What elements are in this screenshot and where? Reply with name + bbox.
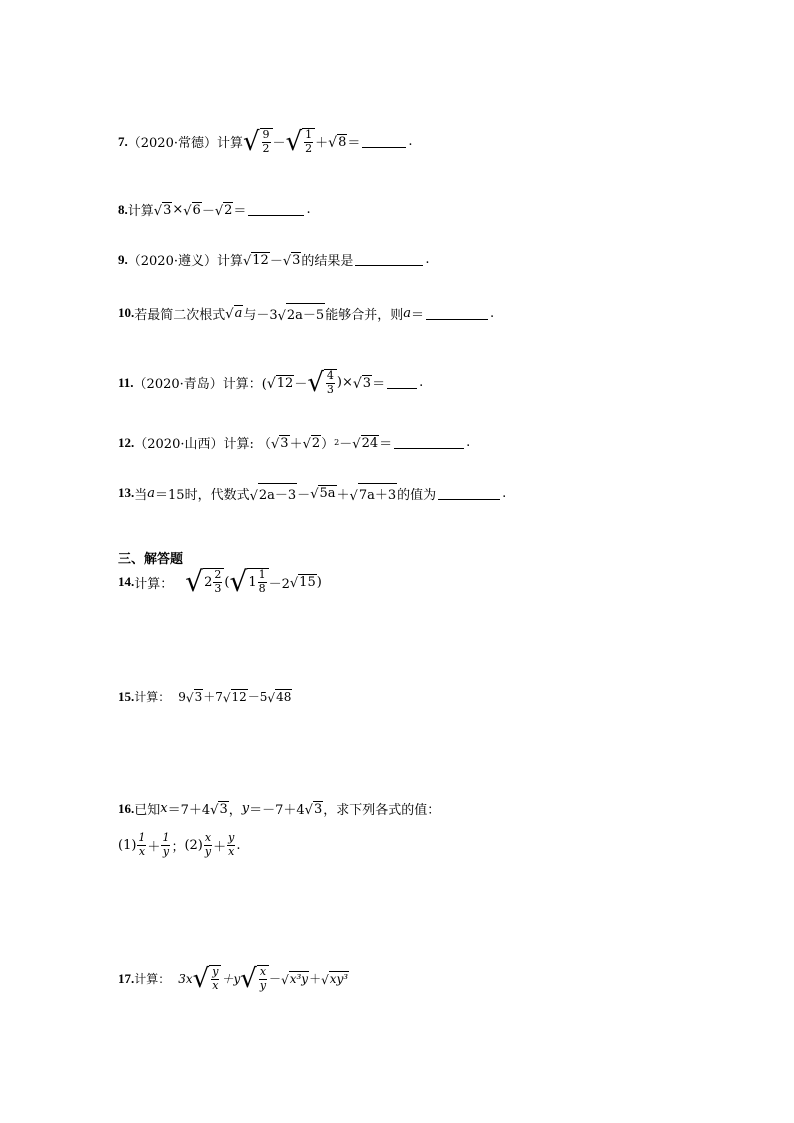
value: ＝7＋4 [167, 803, 211, 818]
numerator: 2 [214, 568, 222, 582]
radicand: 3 [194, 690, 203, 704]
radicand: a [234, 306, 243, 321]
part-label: (2) [184, 837, 203, 853]
sqrt-expression [307, 368, 337, 399]
term: 3x [178, 971, 193, 986]
operator: － [269, 254, 283, 269]
radicand: 5a [319, 486, 336, 501]
radical-sign: √ [225, 307, 234, 322]
denominator: 8 [258, 582, 266, 595]
denominator: y [259, 978, 267, 992]
period: . [425, 252, 430, 267]
radicand: 3 [219, 801, 228, 817]
whole-part: 2 [204, 575, 213, 590]
fraction [213, 569, 222, 595]
sqrt-expression [281, 971, 309, 986]
variable: a [147, 485, 156, 501]
question-17 [118, 964, 349, 995]
denominator: 2 [305, 141, 313, 155]
fraction [211, 966, 219, 992]
radicand: 3 [163, 202, 172, 218]
sqrt-expression [278, 303, 326, 323]
sqrt-expression [350, 483, 398, 503]
sqrt-expression [328, 134, 347, 150]
denominator: x [212, 978, 219, 992]
question-number: 7. [118, 133, 128, 149]
radicand: 3 [280, 435, 289, 451]
fraction [137, 832, 146, 858]
value: ＝－7＋4 [249, 803, 305, 818]
question-prompt: 计算 [127, 204, 154, 219]
radical-sign: √ [242, 127, 260, 158]
question-15 [118, 688, 292, 705]
question-prompt: （2020·青岛）计算：( [133, 377, 267, 393]
radical-sign: √ [310, 487, 319, 502]
sqrt-expression [285, 127, 316, 158]
answer-blank[interactable] [355, 253, 423, 266]
radical-sign: √ [282, 253, 292, 269]
radicand: 7a＋3 [358, 483, 397, 503]
operator: × [172, 202, 184, 217]
question-prompt: 当 [134, 487, 148, 503]
radicand: 2a－3 [258, 483, 297, 503]
numerator: x [259, 965, 267, 978]
radical-sign: √ [289, 576, 299, 591]
sqrt-expression [321, 971, 349, 986]
question-number: 17. [118, 970, 135, 986]
variable: a [403, 305, 411, 321]
radical-sign: √ [185, 691, 194, 705]
question-prompt: 若最简二次根式 [134, 307, 226, 323]
operator: － [339, 437, 353, 452]
numerator: 1 [162, 831, 170, 844]
coefficient: 9 [178, 689, 186, 704]
operator: － [269, 972, 282, 987]
radical-sign: √ [321, 973, 329, 988]
operator: ＋ [289, 437, 303, 452]
question-number: 12. [118, 434, 135, 450]
question-11 [118, 368, 424, 399]
period: . [466, 435, 471, 450]
sqrt-expression [185, 565, 224, 598]
radical-sign: √ [192, 964, 210, 995]
question-12 [118, 433, 470, 452]
denominator: 2 [262, 141, 270, 155]
radical-sign: √ [281, 973, 289, 988]
sqrt-expression [240, 964, 269, 995]
period: . [408, 134, 413, 150]
period: . [236, 837, 241, 853]
fraction [326, 370, 335, 396]
operator: － [294, 377, 308, 393]
radicand: 2 [224, 202, 233, 218]
numerator: y [228, 831, 235, 844]
operator: ＋ [147, 839, 161, 855]
operator: － [201, 204, 215, 219]
question-14 [118, 565, 322, 598]
operator: ＝ [233, 204, 247, 219]
numerator: 4 [326, 369, 334, 382]
denominator: 3 [326, 382, 334, 396]
radical-sign: √ [153, 203, 163, 219]
numerator: 1 [305, 128, 313, 141]
period: . [502, 485, 507, 501]
sqrt-expression [352, 435, 379, 451]
fraction [259, 966, 267, 992]
term: －5 [247, 690, 268, 704]
radicand: 2a－5 [286, 303, 325, 323]
sqrt-expression [305, 801, 324, 817]
answer-blank[interactable] [394, 436, 464, 449]
operator: ＝ [347, 136, 361, 152]
sqrt-expression [283, 252, 302, 268]
fraction [262, 129, 271, 155]
radical-sign: √ [352, 436, 361, 452]
radicand: x³y [289, 972, 309, 987]
sqrt-expression [250, 483, 298, 503]
sqrt-expression [192, 964, 222, 995]
radical-sign: √ [242, 253, 252, 269]
radical-sign: √ [210, 802, 219, 818]
answer-blank[interactable] [426, 307, 488, 320]
sqrt-expression [303, 435, 322, 451]
sqrt-expression [229, 565, 268, 598]
radicand: 2 [311, 435, 321, 451]
question-number: 10. [118, 305, 135, 320]
question-number: 9. [118, 251, 128, 267]
answer-blank[interactable] [387, 376, 417, 389]
numerator: y [212, 965, 219, 978]
denominator: y [204, 844, 212, 858]
operator: ＋ [309, 972, 322, 987]
answer-blank[interactable] [248, 203, 304, 216]
question-prompt: （2020·常德）计算 [127, 136, 243, 152]
question-text: 能够合并，则 [325, 307, 404, 323]
exponent: 2 [334, 438, 340, 447]
operator: ＝ [379, 437, 393, 452]
radical-sign: √ [183, 203, 192, 219]
operator: ＝ [372, 377, 386, 393]
period: . [490, 305, 495, 321]
operator: －2 [268, 576, 290, 592]
radicand: 48 [276, 690, 292, 704]
radicand: 8 [338, 134, 347, 150]
sqrt-expression [186, 689, 203, 704]
radicand: 12 [276, 375, 294, 391]
fraction [258, 569, 267, 595]
radicand: 3 [362, 375, 372, 391]
question-prompt: （2020·山西）计算: （ [134, 437, 271, 452]
operator: ＋ [336, 487, 350, 503]
radical-sign: √ [328, 134, 338, 151]
question-number: 16. [118, 800, 135, 816]
period: . [306, 202, 311, 217]
denominator: x [138, 844, 146, 858]
question-number: 13. [118, 485, 135, 500]
radicand: xy³ [329, 972, 349, 987]
sqrt-expression [353, 375, 372, 391]
question-7 [118, 127, 413, 158]
question-number: 11. [118, 374, 134, 390]
operator: ＋ [315, 136, 329, 152]
variable: y [241, 801, 250, 816]
radical-sign: √ [240, 964, 257, 995]
sqrt-expression [223, 689, 248, 704]
question-16 [118, 799, 440, 818]
sqrt-expression [215, 202, 234, 218]
numerator: 1 [138, 831, 146, 844]
sqrt-expression [267, 375, 294, 391]
question-number: 8. [118, 201, 128, 217]
sqrt-expression [290, 574, 317, 590]
radical-sign: √ [249, 489, 258, 504]
denominator: y [162, 844, 170, 858]
operator: ＝ [410, 307, 424, 323]
denominator: x [228, 844, 235, 858]
radical-sign: √ [349, 489, 358, 504]
question-text: ，求下列各式的值： [323, 803, 441, 818]
radicand: 12 [231, 690, 247, 704]
separator: ； [171, 839, 185, 855]
numerator: 9 [262, 128, 270, 141]
operator: ＋ [213, 839, 227, 855]
radicand: 3 [292, 252, 301, 268]
radical-sign: √ [267, 691, 276, 705]
operator: ） [321, 437, 335, 452]
radicand: 6 [192, 202, 201, 218]
question-prompt: 计算： [134, 576, 174, 592]
whole-part: 1 [248, 575, 257, 590]
question-9 [118, 250, 430, 269]
fraction [304, 129, 313, 155]
section-title: 三、解答题 [118, 552, 184, 567]
radical-sign: √ [229, 565, 248, 598]
fraction [227, 832, 235, 858]
radical-sign: √ [222, 691, 231, 705]
sqrt-expression [225, 305, 243, 321]
answer-blank[interactable] [362, 135, 406, 148]
radical-sign: √ [302, 436, 311, 452]
radical-sign: √ [277, 309, 286, 324]
radicand: 3 [313, 801, 323, 817]
operator: － [272, 136, 286, 152]
question-prompt: 已知 [134, 803, 161, 818]
question-prompt: 计算： [134, 690, 171, 704]
period: . [419, 375, 424, 391]
radical-sign: √ [307, 368, 324, 399]
radicand: 15 [299, 575, 316, 590]
part-label: (1) [118, 837, 137, 853]
sqrt-expression [271, 435, 290, 451]
question-16-parts [118, 832, 240, 858]
question-prompt: （2020·遵义）计算 [127, 254, 243, 269]
radical-sign: √ [270, 436, 280, 452]
sqrt-expression [183, 202, 202, 218]
term: ＋7 [203, 690, 223, 704]
separator: ， [228, 803, 242, 818]
operator: ) [316, 574, 322, 590]
operator: － [297, 487, 311, 503]
sqrt-expression [310, 485, 336, 501]
answer-blank[interactable] [438, 487, 500, 500]
question-10 [118, 303, 494, 323]
radical-sign: √ [304, 802, 313, 818]
term: ＋y [221, 972, 241, 987]
sqrt-expression [243, 252, 270, 268]
radicand: 12 [252, 252, 269, 268]
radical-sign: √ [266, 375, 276, 392]
question-text: 的值为 [397, 487, 437, 503]
question-prompt: 计算： [134, 972, 171, 987]
operator: ( [224, 574, 230, 590]
numerator: x [204, 831, 212, 844]
numerator: 1 [258, 568, 266, 582]
question-8 [118, 200, 311, 219]
question-prompt-suffix: 的结果是 [301, 254, 354, 269]
question-text: ＝15时，代数式 [155, 487, 250, 503]
sqrt-expression [267, 689, 292, 704]
question-13 [118, 483, 506, 503]
radical-sign: √ [352, 375, 362, 392]
question-text: 与－3 [243, 307, 278, 323]
question-number: 14. [118, 574, 135, 589]
operator: )× [336, 375, 353, 391]
radical-sign: √ [285, 127, 303, 158]
radical-sign: √ [214, 203, 224, 219]
fraction [161, 832, 170, 858]
sqrt-expression [242, 127, 273, 158]
radical-sign: √ [185, 565, 204, 598]
sqrt-expression [210, 801, 229, 817]
question-number: 15. [118, 688, 135, 704]
denominator: 3 [214, 582, 222, 595]
variable: x [160, 801, 168, 816]
radicand: 24 [361, 435, 379, 451]
sqrt-expression [154, 202, 173, 218]
fraction [204, 832, 212, 858]
